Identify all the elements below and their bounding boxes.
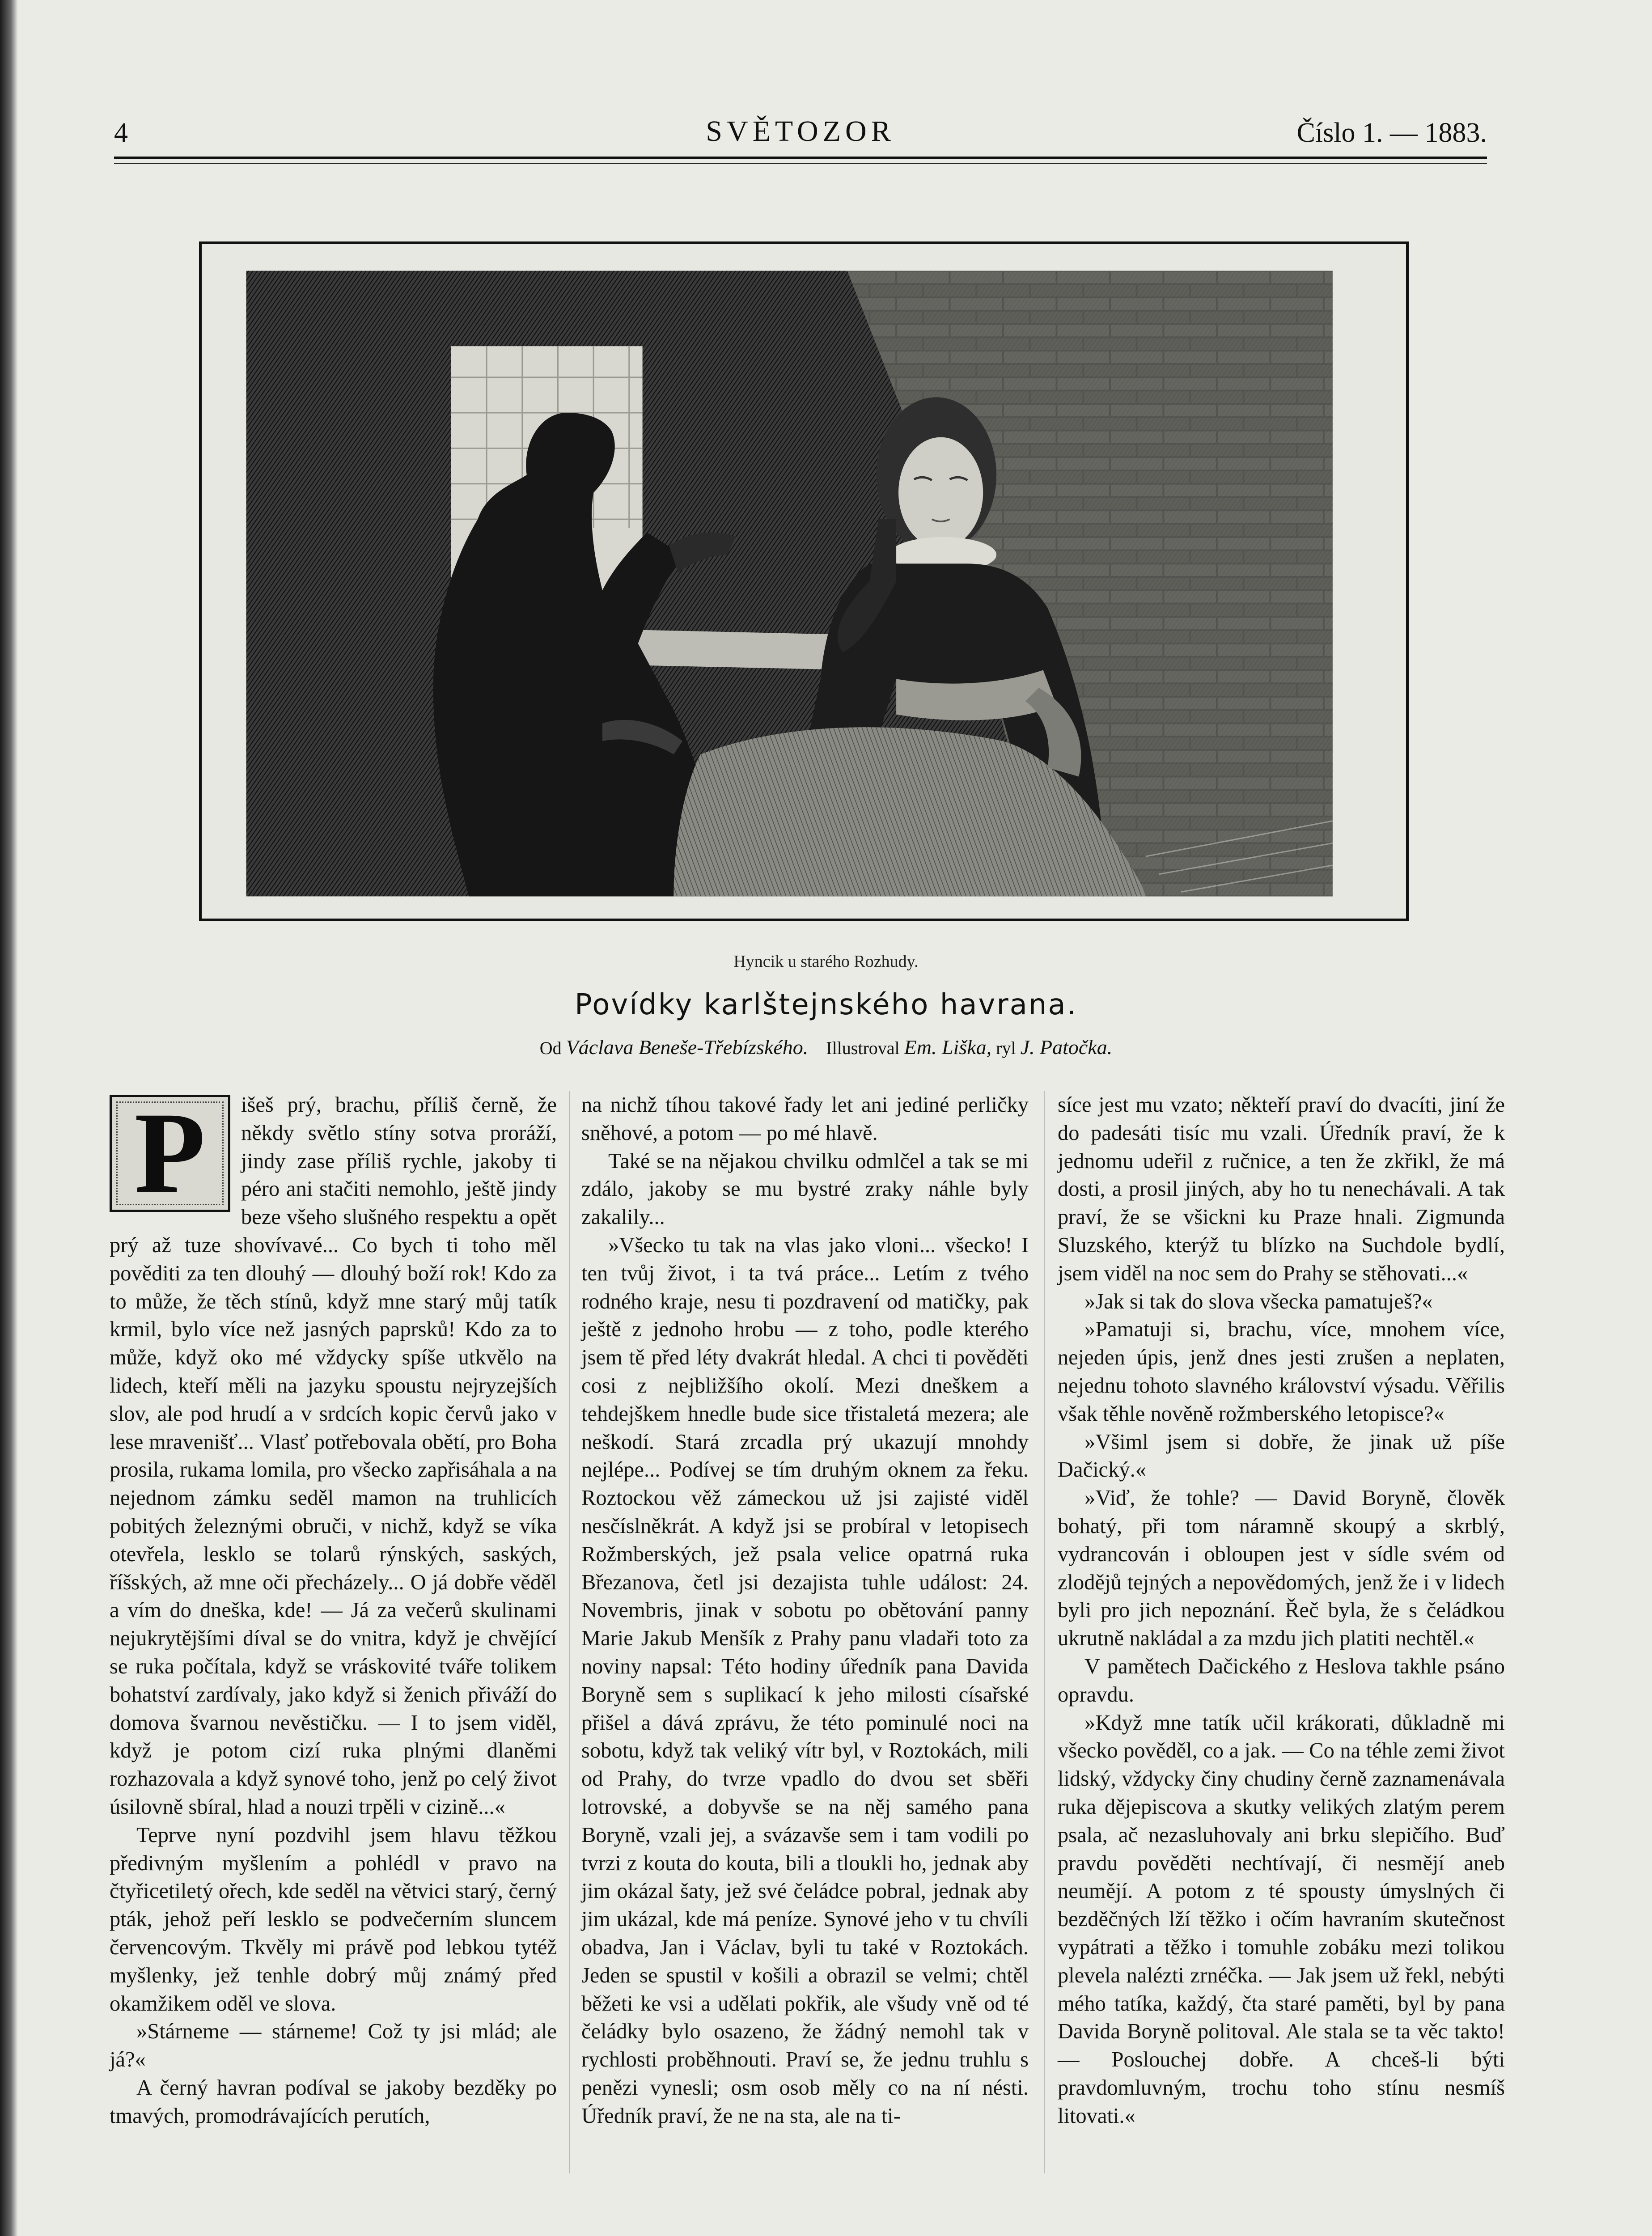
engraver-name: J. Patočka.	[1020, 1036, 1113, 1059]
paragraph: »Když mne tatík učil krákorati, důkladně mi všecko pověděl, co a jak. — Co na téhle zemi život lidský, vždycky činy chudiny černě zaznamenávala ruka dějepiscova a skutky velikých zlatým perem psala, ač nezasluhovaly ani brku slepičího. Buď pravdu pověděti nechtívají, či nesmějí aneb neumějí. A potom z té spousty úmyslných či bezděčných lží těžko i očím havraním skutečnost vypátrati a těžko i tomuhle zobáku mezi tolikou plevela nalézti zrnéčka. — Jak jsem už řekl, nebýti mého tatíka, každý, čta staré paměti, byl by pana Davida Boryně politoval. Ale stala se ta věc takto! — Poslouchej dobře. A chceš-li býti pravdomluvným, trochu toho stínu nesmíš litovati.«	[1058, 1711, 1505, 2128]
text-column-3	[1058, 1091, 1505, 2173]
illustrated-label: Illustroval	[826, 1038, 900, 1058]
illustration-frame	[199, 241, 1409, 921]
paragraph: síce jest mu vzato; někteří praví do dvacíti, jiní že do padesáti tisíc mu vzali. Úředník praví, že k jednomu udeřil z ručnice, a ten že zkřikl, že má dosti, a prosil jiných, aby ho tu nenechávali. A tak praví, že se všickni ku Praze hnali. Zigmunda Sluzského, kterýž tu blízko na Suchdole bydlí, jsem viděl na noc sem do Prahy se stěhovati...«	[1058, 1093, 1505, 1285]
paragraph: na nichž tíhou takové řady let ani jediné perličky sněhové, a potom — po mé hlavě.	[581, 1093, 1029, 1145]
header-rule	[114, 157, 1487, 159]
drop-cap-ornament	[116, 1101, 224, 1205]
paragraph: »Viď, že tohle? — David Boryně, člověk bohatý, při tom náramně skoupý a skrblý, vydrancován i obloupen jest v sídle svém od zlodějů tejných a nepovědomých, jenž že i v lidech byli pro jich nepoznání. Řeč byla, že s čeládkou ukrutně nakládal a za mzdu jich platiti nechtěl.«	[1058, 1486, 1505, 1651]
paragraph: išeš prý, brachu, příliš černě, že někdy světlo stíny sotva proráží, jindy zase příliš rychle, jakoby ti péro ani stačiti nemohlo, ještě jindy beze všeho slušného respektu a opět prý až tuze shovívavé... Co bych ti toho měl pověditi za ten dlouhý — dlouhý boží rok! Kdo za to může, že těch stínů, když mne starý můj tatík krmil, bylo více než jasných paprsků! Kdo za to může, když oko mé vždycky spíše utkvělo na lidech, kteří měli na jazyku spoustu nejryzejších slov, ale pod hrudí a v srdcích kopic červů jako v lese mravenišť... Vlasť potřebovala obětí, pro Boha prosila, rukama lomila, pro všecko zapřisáhala a na nejednom zámku seděl mamon na truhlicích pobitých železnými obruči, v nichž, když se víka otevřela, lesklo se tolarů rýnských, saských, říšských, až mne oči přecházely... O já dobře věděl a vím do dneška, kde! — Já za večerů skulinami nejukrytějšími díval se do vnitra, když je chvějící se ruka počítala, když se vráskovité tváře tolikem bohatství zardívaly, jako když si ženich přiváží do domova švarnou nevěstičku. — I to jsem viděl, když je potom cizí ruka plnými dlaněmi rozhazovala a když synové toho, jenž po celý život úsilovně sbíral, hlad a nouzi trpěli v cizině...«	[110, 1093, 557, 1819]
engraved-label: ryl	[996, 1038, 1016, 1058]
paragraph: »Všiml jsem si dobře, že jinak už píše Dačický.«	[1058, 1430, 1505, 1482]
page-number: 4	[114, 118, 128, 148]
paragraph: A černý havran podíval se jakoby bezděky po tmavých, promodrávajících perutích,	[110, 2075, 557, 2128]
illustration-caption: Hyncik u starého Rozhudy.	[733, 952, 919, 971]
illustrator-name: Em. Liška,	[904, 1036, 992, 1059]
masthead: SVĚTOZOR	[706, 115, 895, 148]
text-column-2	[581, 1091, 1029, 2173]
column-divider	[1044, 1091, 1045, 2173]
paragraph: »Všecko tu tak na vlas jako vloni... všecko! I ten tvůj život, i ta tvá práce... Letím z tvého rodného kraje, nesu ti pozdravení od matičky, pak ještě z jednoho hrobu — z toho, podle kterého jsem tě před léty dvakrát hledal. A chci ti pověděti cosi z nejbližšího okolí. Mezi dneškem a tehdejškem hnedle bude sice třistaletá mezera; ale neškodí. Stará zrcadla prý ukazují mnohdy nejlépe... Podívej se tím druhým oknem za řeku. Roztockou věž zámeckou už jsi zajisté viděl nesčíslněkrát. A když jsi se probíral v letopisech Rožmberských, jež psala velice opatrná ruka Březanova, četl jsi dezajista tuhle událost: 24. Novembris, jinak v sobotu po obětování panny Marie Jakub Menšík z Prahy panu vladaři toto za noviny napsal: Této hodiny úředník pana Davida Boryně sem s suplikací k jeho milosti císařské přišel a dává zprávu, že této pominulé noci na sobotu, když tak veliký vítr byl, v Roztokách, mili od Prahy, do tvrze vpadlo do dvou set sběři lotrovské, a dobyvše se na něj samého pana Boryně, vzali jej, a svázavše sem i tam vodili po tvrzi z kouta do kouta, bili a tloukli ho, jednak aby jim okázal šaty, jež své čeládce pobral, jednak aby jim ukázal, kde má peníze. Synové jeho v tu chvíli obadva, Jan i Václav, byli tu také v Roztokách. Jeden se spustil v košili a obrazil se velmi; chtěl běžeti ke vsi a udělati pokřik, ale všudy vně od té čeládky bylo osazeno, že žádný nemohl tak v rychlosti proběhnouti. Praví se, že jednu truhlu s penězi vynesli; osm osob měly co na ní nésti. Úředník praví, že ne na sta, ale na ti-	[581, 1233, 1029, 2128]
article-title: Povídky karlštejnského havrana.	[574, 988, 1078, 1021]
page-header	[114, 107, 1487, 161]
byline-prefix: Od	[539, 1038, 562, 1058]
paragraph: »Pamatuji si, brachu, více, mnohem více, nejeden úpis, jenž dnes jesti zrušen a neplaten, nejednu tohoto slavného království výsadu. Věřilis však těhle nověně rožmberského letopisce?«	[1058, 1317, 1505, 1426]
text-column-1	[110, 1091, 557, 2173]
article-byline	[0, 1035, 1652, 1059]
paragraph: »Stárneme — stárneme! Což ty jsi mlád; ale já?«	[110, 2020, 557, 2072]
paragraph: Teprve nyní pozdvihl jsem hlavu těžkou předivným myšlením a pohlédl v pravo na čtyřicetiletý ořech, kde seděl na větvici starý, černý pták, jehož peří lesklo se podvečerním sluncem červencovým. Tkvěly mi právě pod lebkou tytéž myšlenky, jež tenhle dobrý můj známý před okamžikem oděl ve slova.	[110, 1823, 557, 2016]
column-divider	[569, 1091, 570, 2173]
issue-number: Číslo 1. — 1883.	[1296, 118, 1487, 148]
paragraph: »Jak si tak do slova všecka pamatuješ?«	[1084, 1289, 1433, 1313]
header-rule-thin	[114, 163, 1487, 164]
drop-cap	[110, 1095, 230, 1212]
paragraph: V pamětech Dačického z Heslova takhle psáno opravdu.	[1058, 1654, 1505, 1707]
drop-cap-letter: P	[134, 1095, 206, 1212]
page-edge-shadow	[0, 0, 18, 2236]
author-name: Václava Beneše-Třebízského.	[566, 1036, 809, 1059]
paragraph: Také se na nějakou chvilku odmlčel a tak se mi zdálo, jakoby se mu bystré zraky náhle byly zakalily...	[581, 1149, 1029, 1229]
engraving-illustration-icon	[202, 244, 1406, 919]
